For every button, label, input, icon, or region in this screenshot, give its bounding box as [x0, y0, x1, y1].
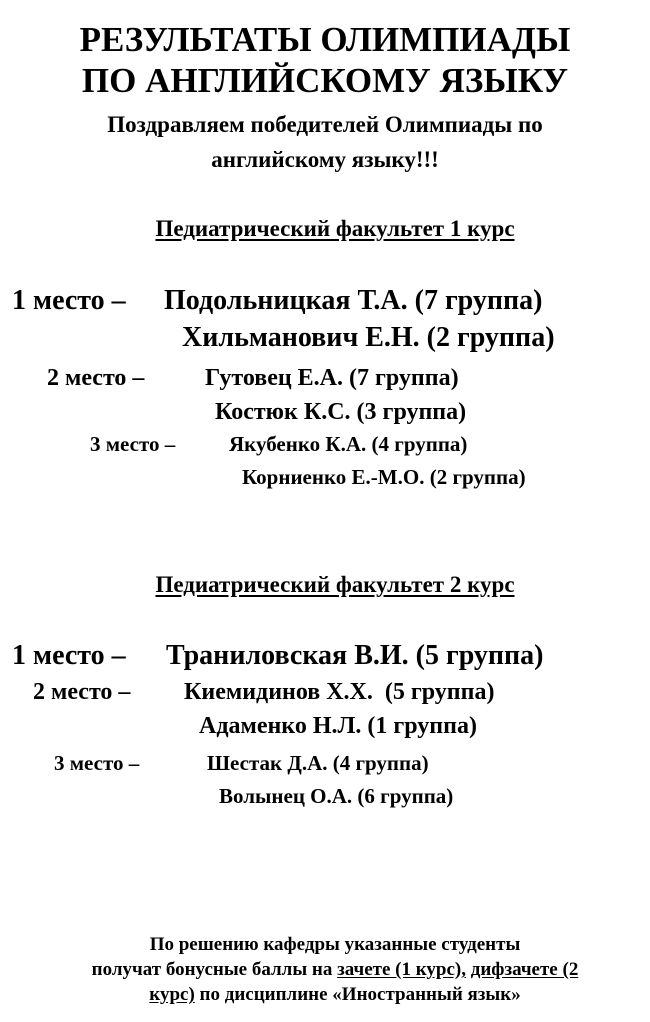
- winner-name: Траниловская В.И. (5 группа): [166, 640, 544, 671]
- place-1-label: 1 место –: [12, 640, 126, 671]
- footer-text: по дисциплине «Иностранный язык»: [194, 984, 521, 1005]
- footer-note: [0, 932, 650, 1007]
- place-3-label: 3 место –: [54, 751, 140, 775]
- place-2-label: 2 место –: [33, 679, 131, 705]
- underlined-term: курс): [149, 984, 195, 1005]
- winner-name: Шестак Д.А. (4 группа): [207, 751, 429, 775]
- winner-name: Гутовец Е.А. (7 группа): [205, 365, 459, 391]
- place-1-label: 1 место –: [12, 285, 126, 316]
- footer-line-3: [0, 982, 650, 1007]
- page-title-line-2: ПО АНГЛИЙСКОМУ ЯЗЫКУ: [81, 61, 569, 100]
- winner-name: Корниенко Е.-М.О. (2 группа): [242, 465, 526, 489]
- winner-name: Киемидинов Х.Х. (5 группа): [184, 679, 495, 705]
- winner-name: Якубенко К.А. (4 группа): [229, 432, 468, 456]
- winner-name: Волынец О.А. (6 группа): [219, 784, 454, 808]
- underlined-term: зачете (1 курс),: [337, 959, 466, 980]
- winner-name: Подольницкая Т.А. (7 группа): [164, 285, 543, 316]
- footer-line-2: [0, 957, 650, 982]
- winner-name: Костюк К.С. (3 группа): [215, 399, 467, 425]
- congrats-line-2: английскому языку!!!: [211, 147, 439, 172]
- winner-name: Хильманович Е.Н. (2 группа): [182, 322, 555, 353]
- underlined-term: дифзачете (2: [470, 959, 579, 980]
- footer-line-1: По решению кафедры указанные студенты: [149, 934, 521, 955]
- place-3-label: 3 место –: [90, 432, 176, 456]
- section-heading-year-2: Педиатрический факультет 2 курс: [155, 572, 515, 597]
- section-heading-year-1: Педиатрический факультет 1 курс: [155, 216, 515, 241]
- page-title-line-1: РЕЗУЛЬТАТЫ ОЛИМПИАДЫ: [79, 20, 571, 59]
- congrats-line-1: Поздравляем победителей Олимпиады по: [107, 112, 543, 137]
- place-2-label: 2 место –: [47, 365, 145, 391]
- footer-text: получат бонусные баллы на: [91, 959, 338, 980]
- winner-name: Адаменко Н.Л. (1 группа): [199, 713, 477, 739]
